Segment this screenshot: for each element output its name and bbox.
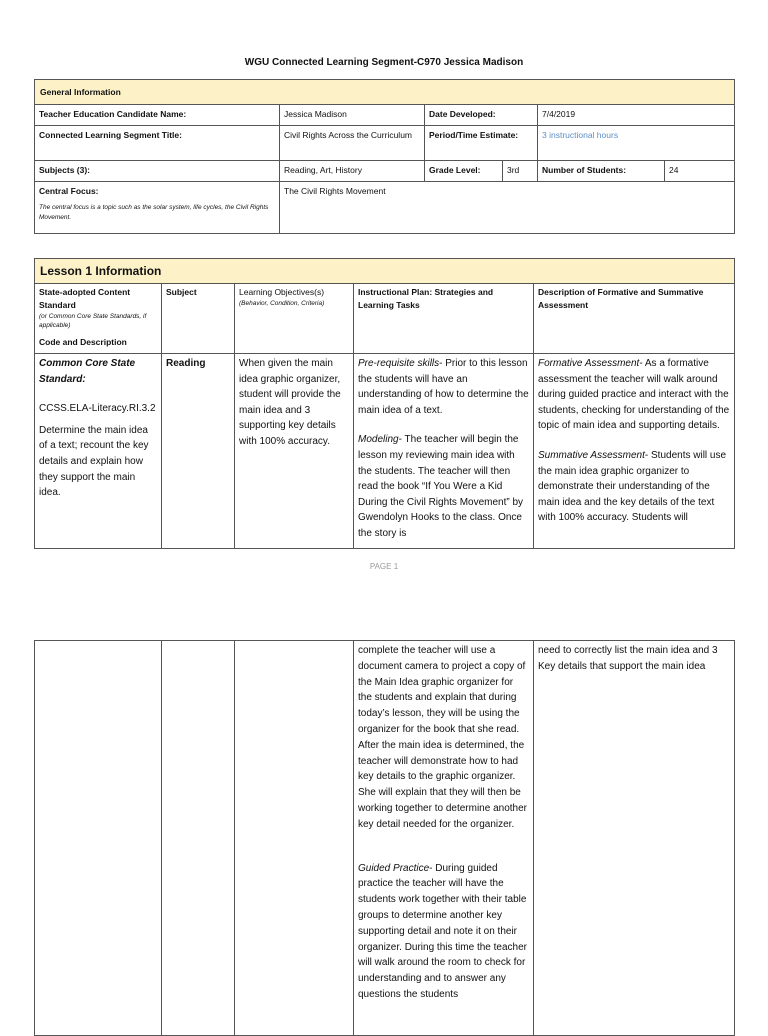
standard-cell-continued <box>35 641 162 1036</box>
standard-column-note: (or Common Core State Standards, if applicable) <box>39 313 147 329</box>
segment-title-label: Connected Learning Segment Title: <box>35 126 280 161</box>
modeling-text: - The teacher will begin the lesson my reviewing main idea with the students. The teacher will then read the book “If You Were a Kid During the Civil Rights Movement” by Gwendolyn Hooks to the class. Once the story is <box>358 434 524 539</box>
prerequisite-paragraph <box>358 356 529 418</box>
guided-practice-paragraph <box>358 861 529 1003</box>
candidate-name-label: Teacher Education Candidate Name: <box>35 105 280 126</box>
guided-practice-label: Guided Practice <box>358 862 430 874</box>
number-of-students-value: 24 <box>665 161 735 182</box>
lesson-1-table <box>34 258 735 549</box>
central-focus-label: Central Focus: <box>39 186 99 196</box>
guided-practice-text: - During guided practice the teacher will have the students work together with their table groups to determine another key supporting detail and note it on their organizer. During this time the teacher will walk around the room to check for understanding and to answer any questions the students <box>358 862 527 1000</box>
objectives-column-title: Learning Objectives(s) <box>239 287 325 297</box>
standard-column-header <box>35 284 162 354</box>
standard-code: CCSS.ELA-Literacy.RI.3.2 <box>39 403 156 415</box>
segment-title-value: Civil Rights Across the Curriculum <box>280 126 425 161</box>
objective-cell: When given the main idea graphic organizer, student will provide the main idea and 3 supporting key details with 100% accuracy. <box>235 354 354 549</box>
instructional-plan-cell-continued <box>354 641 534 1036</box>
grade-level-value: 3rd <box>503 161 538 182</box>
standard-cell <box>35 354 162 549</box>
summative-text: - Students will use the main idea graphic organizer to demonstrate their understanding of the main idea and the key details of the text with 100% accuracy. Students will <box>538 449 727 524</box>
grade-level-label: Grade Level: <box>425 161 503 182</box>
subject-cell: Reading <box>162 354 235 549</box>
formative-label: Formative Assessment <box>538 358 640 369</box>
page-number: PAGE 1 <box>369 562 399 571</box>
code-description-label: Code and Description <box>39 337 127 347</box>
summative-paragraph <box>538 448 730 526</box>
standard-column-title: State-adopted Content Standard <box>39 287 131 310</box>
subjects-value: Reading, Art, History <box>280 161 425 182</box>
subjects-label: Subjects (3): <box>35 161 280 182</box>
prerequisite-text: - Prior to this lesson the students will have an understanding of how to determine the main idea of a text. <box>358 358 529 416</box>
standard-heading: Common Core State Standard: <box>39 358 136 385</box>
modeling-paragraph <box>358 432 529 541</box>
central-focus-note: The central focus is a topic such as the solar system, life cycles, the Civil Rights Movement. <box>39 204 269 221</box>
prerequisite-label: Pre-requisite skills <box>358 358 440 369</box>
date-developed-label: Date Developed: <box>425 105 538 126</box>
central-focus-value: The Civil Rights Movement <box>280 182 735 234</box>
general-information-table <box>34 79 735 234</box>
time-estimate-label: Period/Time Estimate: <box>425 126 538 161</box>
document-title: WGU Connected Learning Segment-C970 Jessica Madison <box>244 57 524 68</box>
date-developed-value: 7/4/2019 <box>538 105 735 126</box>
objective-cell-continued <box>235 641 354 1036</box>
instructional-plan-cell <box>354 354 534 549</box>
plan-continued-text: complete the teacher will use a document camera to project a copy of the Main Idea graphic organizer for the students and explain that during today’s lesson, they will be using the organizer for the book that she read. After the main idea is determined, the teacher will demonstrate how to had key details to the graphic organizer. She will explain that they will then be working together to determine another key detail needed for the organizer. <box>358 645 527 830</box>
summative-label: Summative Assessment <box>538 449 645 461</box>
objectives-column-note: (Behavior, Condition, Criteria) <box>239 300 325 307</box>
lesson-1-continued-table <box>34 640 735 1036</box>
lesson-1-heading: Lesson 1 Information <box>35 259 735 284</box>
general-information-heading: General Information <box>35 80 735 105</box>
central-focus-cell <box>35 182 280 234</box>
assessment-column-header: Description of Formative and Summative Assessment <box>534 284 735 354</box>
time-estimate-value: 3 instructional hours <box>538 126 735 161</box>
subject-column-header: Subject <box>162 284 235 354</box>
formative-text: - As a formative assessment the teacher will walk around during guided practice and interact with the students, checking for understanding of the topic of main idea and supporting details. <box>538 358 730 432</box>
plan-column-header: Instructional Plan: Strategies and Learning Tasks <box>354 284 534 354</box>
objectives-column-header <box>235 284 354 354</box>
modeling-label: Modeling <box>358 434 399 446</box>
formative-paragraph <box>538 356 730 434</box>
standard-description: Determine the main idea of a text; recount the key details and explain how they support the main idea. <box>39 424 149 499</box>
subject-cell-continued <box>162 641 235 1036</box>
assessment-cell <box>534 354 735 549</box>
assessment-cell-continued: need to correctly list the main idea and 3 Key details that support the main idea <box>534 641 735 1036</box>
candidate-name-value: Jessica Madison <box>280 105 425 126</box>
number-of-students-label: Number of Students: <box>538 161 665 182</box>
